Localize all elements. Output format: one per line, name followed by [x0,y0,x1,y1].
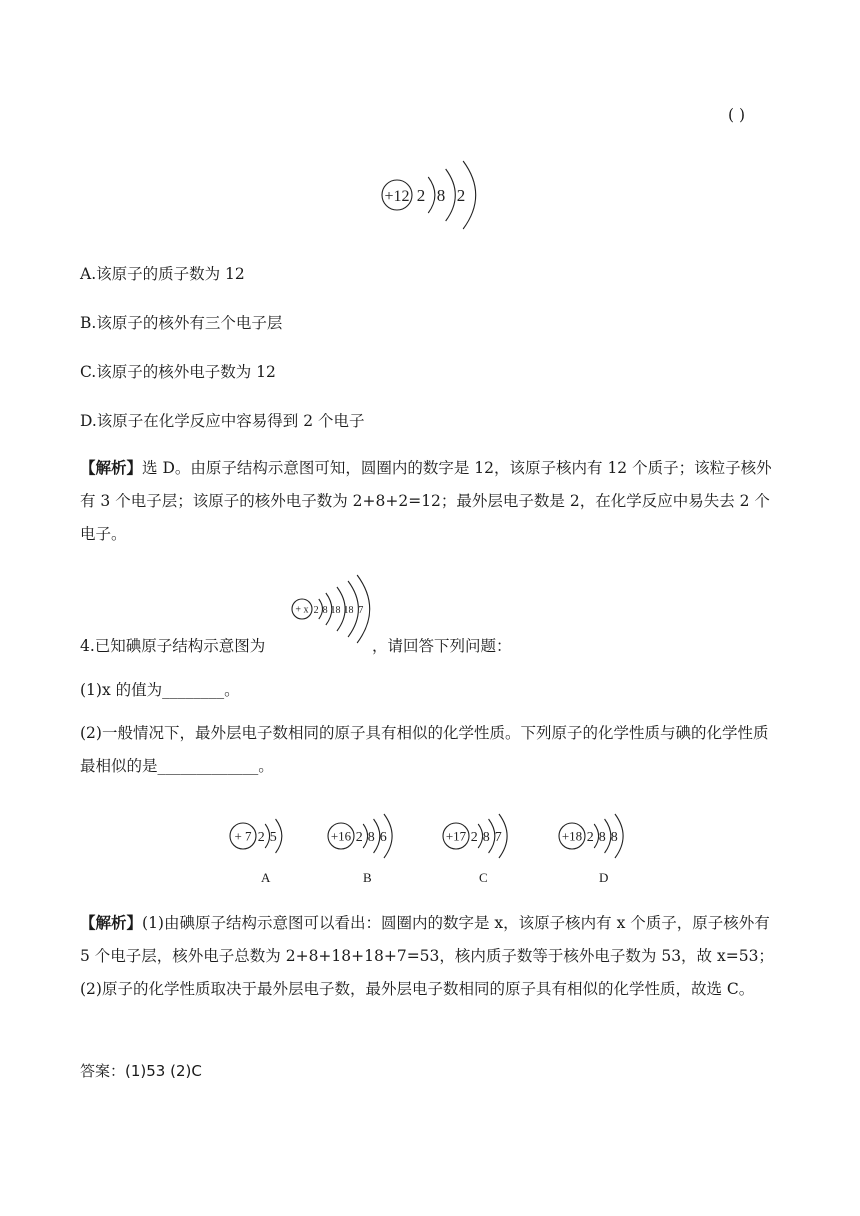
shell-electron-count: 2 [355,829,363,845]
choice-label-b: B [363,870,372,885]
sub-question-1: (1)x 的值为________。 [80,681,240,699]
choice-label-c: C [479,870,488,885]
question-4-stem-end: ，请回答下列问题： [372,637,512,655]
shell-electron-count: 8 [598,829,606,845]
shell-electron-count: 7 [494,829,502,845]
shell-electron-count: 18 [343,604,354,616]
choice-label-a: A [261,870,271,885]
atom-structure-diagram-q3 [380,150,490,240]
iodine-atom-diagram [290,568,385,650]
analysis-q4 [80,906,780,1006]
final-answer: 答案：(1)53 (2)C [80,1062,202,1080]
shell-electron-count: 8 [436,186,446,206]
shell-electron-count: 2 [470,829,478,845]
analysis-label: 【解析】 [80,458,143,477]
choice-label-d: D [599,870,609,885]
choice-a-diagram [228,808,308,864]
shell-electron-count: 8 [482,829,490,845]
nucleus-charge: +18 [561,828,583,844]
electron-shell-arc [446,169,456,221]
analysis-text: (1)由碘原子结构示意图可以看出：圆圈内的数字是 x，该原子核内有 x 个质子，原子核外有 5 个电子层，核外电子总数为 2+8+18+18+7=53，核内质子数等于核外电子数为 53，故 x=53；(2)原子的化学性质取决于最外层电子数，最外层电子数相同的原子具有相似的化学性质，故选 C。 [80,914,774,998]
nucleus-charge: +16 [330,828,352,844]
sub-question-2: (2)一般情况下，最外层电子数相同的原子具有相似的化学性质。下列原子的化学性质与碘的化学性质最相似的是_____________。 [80,724,769,775]
shell-electron-count: 2 [456,186,466,206]
shell-electron-count: 7 [358,604,364,616]
question-4-stem-start: 4.已知碘原子结构示意图为 [80,637,266,655]
shell-electron-count: 2 [313,604,319,616]
shell-electron-count: 2 [416,186,426,206]
nucleus-charge: + 7 [234,828,252,844]
shell-electron-count: 8 [322,604,328,616]
option-b: B.该原子的核外有三个电子层 [80,314,283,332]
shell-electron-count: 5 [269,829,277,845]
answer-bracket: ( ) [728,106,746,124]
nucleus-charge: + x [295,604,309,616]
shell-electron-count: 2 [586,829,594,845]
option-d: D.该原子在化学反应中容易得到 2 个电子 [80,412,365,430]
shell-electron-count: 2 [257,829,265,845]
choice-b-diagram [326,808,416,864]
nucleus-charge: +12 [384,187,410,205]
electron-shell-arc [428,177,435,213]
shell-electron-count: 6 [379,829,387,845]
analysis-label: 【解析】 [80,913,143,932]
shell-electron-count: 8 [367,829,375,845]
shell-electron-count: 8 [610,829,618,845]
choice-c-diagram [441,808,531,864]
option-c: C.该原子的核外电子数为 12 [80,363,276,381]
analysis-text: 选 D。由原子结构示意图可知，圆圈内的数字是 12，该原子核内有 12 个质子；该粒子核外有 3 个电子层；该原子的核外电子数为 2+8+2=12；最外层电子数是 2，在化学反应中易失去 2 个电子。 [80,459,772,543]
option-a: A.该原子的质子数为 12 [80,265,245,283]
choice-d-diagram [557,808,647,864]
nucleus-charge: +17 [445,828,467,844]
analysis-q3 [80,451,780,551]
shell-electron-count: 18 [330,604,341,616]
